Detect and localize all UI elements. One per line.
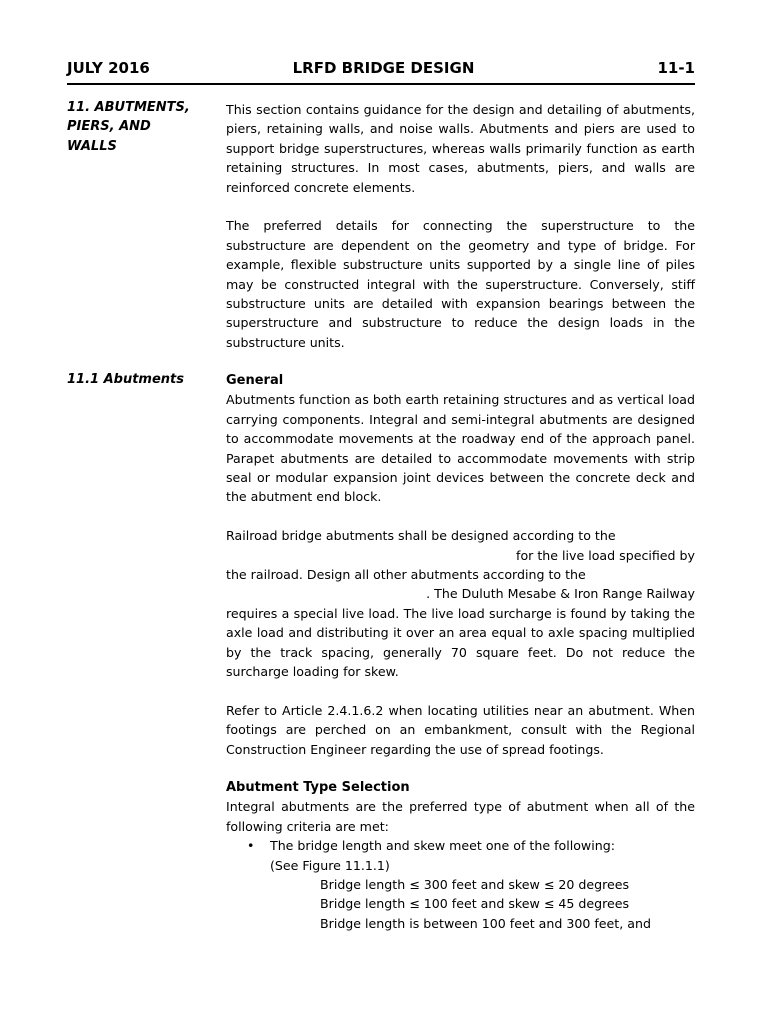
section-heading-line: PIERS, AND [67, 119, 151, 135]
header-page-number: 11-1 [657, 59, 695, 77]
header-rule [67, 83, 695, 85]
criteria-line: Bridge length is between 100 feet and 300 feet, and [320, 915, 651, 931]
list-item [226, 836, 695, 855]
header-title: LRFD BRIDGE DESIGN [292, 59, 475, 77]
railroad-line-3: the railroad. Design all other abutments according to the [226, 567, 586, 583]
intro-paragraph-2: The preferred details for connecting the superstructure to the substructure are dependent on the geometry and type of bridge. For example, flexible substructure units supported by a single line of piles may be constructed integral with the superstructure. Conversely, stiff substructure units are detailed with expansion bearings between the superstructure and substructure to reduce the design loads in the substructure units. [226, 218, 695, 350]
header-date: JULY 2016 [67, 59, 150, 77]
general-paragraph-1: Abutments function as both earth retaining structures and as vertical load carrying components. Integral and semi-integral abutments are designed to accommodate movements at the roadway end of the approach panel. Parapet abutments are detailed to accommodate movements with strip seal or modular expansion joint devices between the concrete deck and the abutment end block. [226, 392, 695, 505]
type-selection-section [226, 778, 695, 933]
criteria-line: Bridge length ≤ 300 feet and skew ≤ 20 degrees [320, 877, 630, 893]
bullet-text: The bridge length and skew meet one of the following: [270, 838, 615, 854]
railroad-line-4: . The Duluth Mesabe & Iron Range Railway [426, 586, 695, 602]
bullet-icon: • [247, 838, 255, 854]
section-heading-line: WALLS [67, 138, 117, 154]
page-header [67, 59, 695, 79]
intro-paragraph-1: This section contains guidance for the design and detailing of abutments, piers, retaining walls, and noise walls. Abutments and piers are used to support bridge superstructures, whereas walls primarily function as earth retaining structures. In most cases, abutments, piers, and walls are reinforced concrete elements. [226, 102, 695, 195]
railroad-paragraph [226, 526, 695, 681]
type-selection-heading: Abutment Type Selection [226, 780, 410, 795]
railroad-line-1: Railroad bridge abutments shall be designed according to the [226, 528, 616, 544]
railroad-line-2: for the live load specified by [516, 547, 695, 563]
section-heading-line: 11. ABUTMENTS, [67, 100, 190, 115]
criteria-line: Bridge length ≤ 100 feet and skew ≤ 45 degrees [320, 896, 630, 912]
figure-reference: (See Figure 11.1.1) [270, 857, 390, 873]
utilities-paragraph: Refer to Article 2.4.1.6.2 when locating utilities near an abutment. When footings are perched on an embankment, consult with the Regional Construction Engineer regarding the use of spread footings. [226, 702, 695, 757]
general-heading: General [226, 373, 284, 388]
intro-section [226, 100, 695, 352]
general-section [226, 371, 695, 759]
type-selection-paragraph: Integral abutments are the preferred type of abutment when all of the following criteria are met: [226, 799, 695, 834]
railroad-rest: requires a special live load. The live load surcharge is found by taking the axle load and distributing it over an area equal to axle spacing multiplied by the track spacing, generally 70 square feet. Do not reduce the surcharge loading for skew. [226, 605, 695, 680]
subsection-heading: 11.1 Abutments [67, 372, 185, 387]
section-heading [67, 98, 190, 156]
